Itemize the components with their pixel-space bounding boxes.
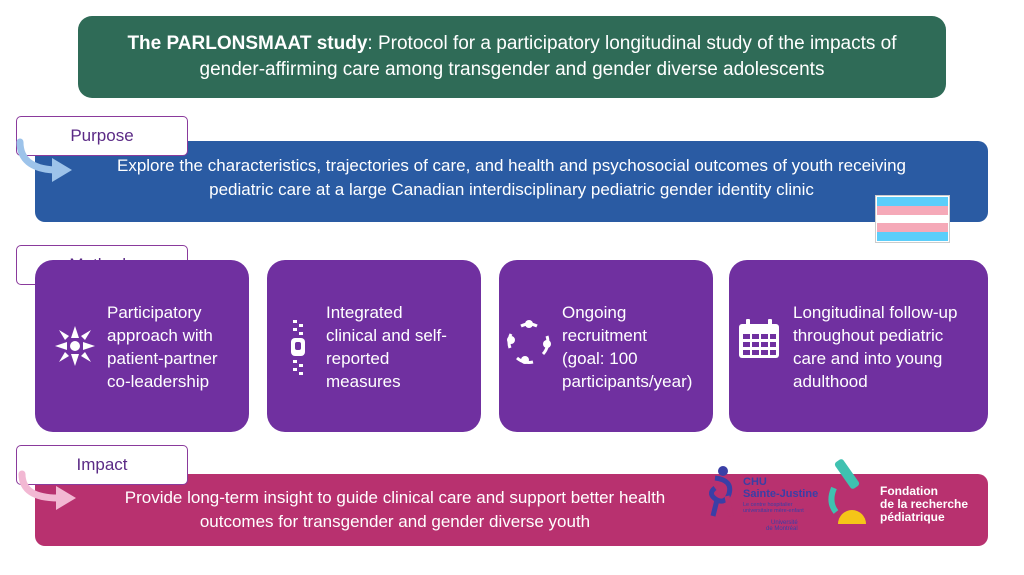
hands-together-icon (53, 324, 97, 368)
zipper-icon (285, 318, 311, 378)
chu-figure-icon (703, 464, 739, 518)
method-line: Ongoing (562, 303, 627, 322)
chu-sainte-justine-logo (703, 462, 821, 538)
calendar-icon (737, 318, 781, 360)
chu-sub-line: universitaire mère-enfant (743, 508, 804, 514)
chu-name (743, 476, 818, 500)
method-line: clinical and self- (326, 326, 447, 345)
method-card-participatory (35, 260, 249, 432)
fondation-line: de la recherche (880, 497, 969, 511)
impact-line2: outcomes for transgender and gender diverse youth (199, 512, 591, 531)
method-line: Integrated (326, 303, 403, 322)
method-line: Participatory (107, 303, 202, 322)
chu-name-line: Sainte-Justine (743, 488, 819, 500)
method-text-measures (326, 301, 447, 393)
title-study-name: The PARLONSMAAT study (127, 33, 368, 54)
chu-sub-line: Le centre hospitalier (743, 502, 793, 508)
purpose-label: Purpose (16, 116, 188, 156)
method-text-longitudinal (793, 301, 957, 393)
fondation-text (880, 485, 968, 524)
impact-label: Impact (16, 445, 188, 485)
method-line: co-leadership (107, 372, 210, 391)
method-line: recruitment (562, 326, 648, 345)
title-rest: : Protocol for a participatory longitudinal study of the impacts of (367, 33, 897, 54)
method-text-recruitment (562, 301, 692, 393)
title-line2: gender-affirming care among transgender and gender diverse adolescents (199, 59, 825, 80)
purpose-line2: pediatric care at a large Canadian interdisciplinary pediatric gender identity clinic (209, 179, 814, 199)
method-line: (goal: 100 (562, 349, 638, 368)
method-line: reported (326, 349, 390, 368)
fondation-logo (826, 458, 986, 530)
chu-name-line: CHU (743, 476, 767, 488)
fondation-line: pédiatrique (880, 510, 945, 524)
method-line: throughout pediatric (793, 326, 944, 345)
purpose-arrow-icon (14, 138, 76, 184)
chu-subtitle (743, 502, 804, 514)
udem-line: Université (771, 520, 798, 526)
fondation-line: Fondation (880, 484, 938, 498)
udem-text (766, 520, 798, 532)
method-card-longitudinal (729, 260, 988, 432)
microscope-icon (826, 458, 876, 526)
impact-line1: Provide long-term insight to guide clinical care and support better health (124, 488, 666, 507)
method-card-recruitment (499, 260, 713, 432)
method-line: adulthood (793, 372, 868, 391)
method-text-participatory (107, 301, 218, 393)
title-line1 (127, 31, 896, 57)
transgender-flag (876, 196, 949, 242)
title-banner (78, 16, 946, 98)
method-line: Longitudinal follow-up (793, 303, 958, 322)
method-line: approach with (107, 326, 213, 345)
udem-line: de Montréal (766, 526, 798, 532)
method-card-measures (267, 260, 481, 432)
method-line: participants/year) (562, 372, 693, 391)
method-line: patient-partner (107, 349, 218, 368)
method-line: care and into young (793, 349, 943, 368)
purpose-line1: Explore the characteristics, trajectories of care, and health and psychosocial outcomes of youth receiving (116, 155, 907, 175)
impact-arrow-icon (14, 470, 80, 512)
cycle-arrows-icon (505, 318, 553, 366)
method-line: measures (326, 372, 401, 391)
